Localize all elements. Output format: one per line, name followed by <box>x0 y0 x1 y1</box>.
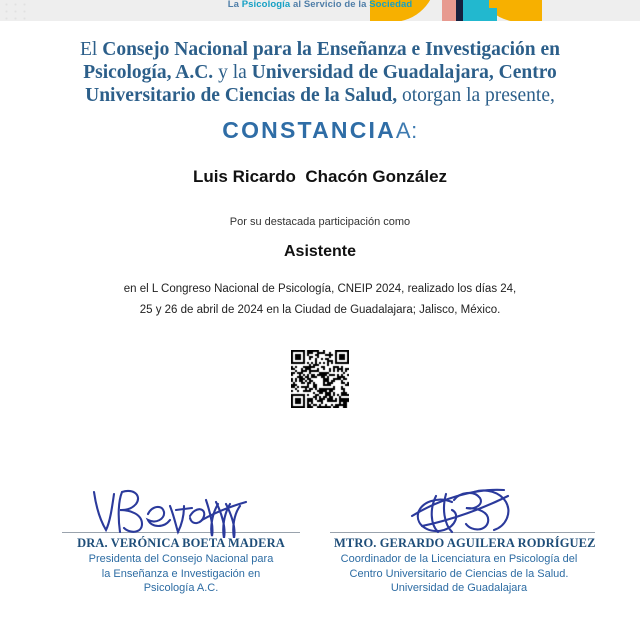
tagline-part-3: Sociedad <box>369 0 413 10</box>
signer-role-right-line3: Universidad de Guadalajara <box>390 582 528 594</box>
award-heading <box>0 117 640 144</box>
tagline-part-1: Psicología <box>241 0 291 10</box>
header-tagline <box>0 0 640 10</box>
role-prefix: Por su destacada participación como <box>229 216 411 228</box>
signature-mark-left <box>56 486 306 532</box>
signature-block-right <box>334 486 596 596</box>
tagline-part-0: La <box>227 0 242 10</box>
signer-role-left-line1: Presidenta del Consejo Nacional para <box>88 553 274 565</box>
signer-name-left: DRA. VERÓNICA BOETA MADERA <box>77 536 285 550</box>
event-line-1: en el L Congreso Nacional de Psicología, CNEIP 2024, realizado los días 24, <box>123 283 517 295</box>
event-description <box>70 279 570 321</box>
signer-name-right: MTRO. GERARDO AGUILERA RODRÍGUEZ <box>334 536 596 550</box>
signer-role-left-line3: Psicología A.C. <box>143 582 219 594</box>
signer-role-right-line1: Coordinador de la Licenciatura en Psicología del <box>340 553 578 565</box>
intro-conjunction: y la <box>213 62 252 83</box>
signature-block-left <box>56 486 306 596</box>
qr-canvas <box>291 350 349 408</box>
signer-role-right-line2: Centro Universitario de Ciencias de la Salud. <box>349 567 569 580</box>
intro-org-cucs: Universitario de Ciencias de la Salud, <box>85 85 398 106</box>
intro-org-cneip-2: Psicología, A.C. <box>83 62 214 83</box>
intro-org-udg: Universidad de Guadalajara, Centro <box>251 62 557 83</box>
event-line-2: 25 y 26 de abril de 2024 en la Ciudad de Guadalajara; Jalisco, México. <box>139 304 501 316</box>
intro-otorgan: otorgan la presente, <box>397 85 555 106</box>
verification-qr-code[interactable] <box>291 350 349 408</box>
viewer-top-band <box>0 0 640 21</box>
signer-role-left <box>56 552 306 596</box>
signer-role-right <box>334 552 584 596</box>
award-word: CONSTANCIA <box>222 117 396 143</box>
certificate-intro <box>60 38 580 107</box>
tagline-part-2: al Servicio de la <box>290 0 370 10</box>
intro-el: El <box>80 39 103 60</box>
signature-mark-right <box>334 486 584 532</box>
award-suffix: A: <box>395 118 418 143</box>
participation-role: Asistente <box>283 243 357 260</box>
intro-org-cneip: Consejo Nacional para la Enseñanza e Investigación en <box>102 39 560 60</box>
signer-role-left-line2: la Enseñanza e Investigación en <box>101 567 261 580</box>
recipient-name: Luis Ricardo Chacón González <box>192 167 448 186</box>
